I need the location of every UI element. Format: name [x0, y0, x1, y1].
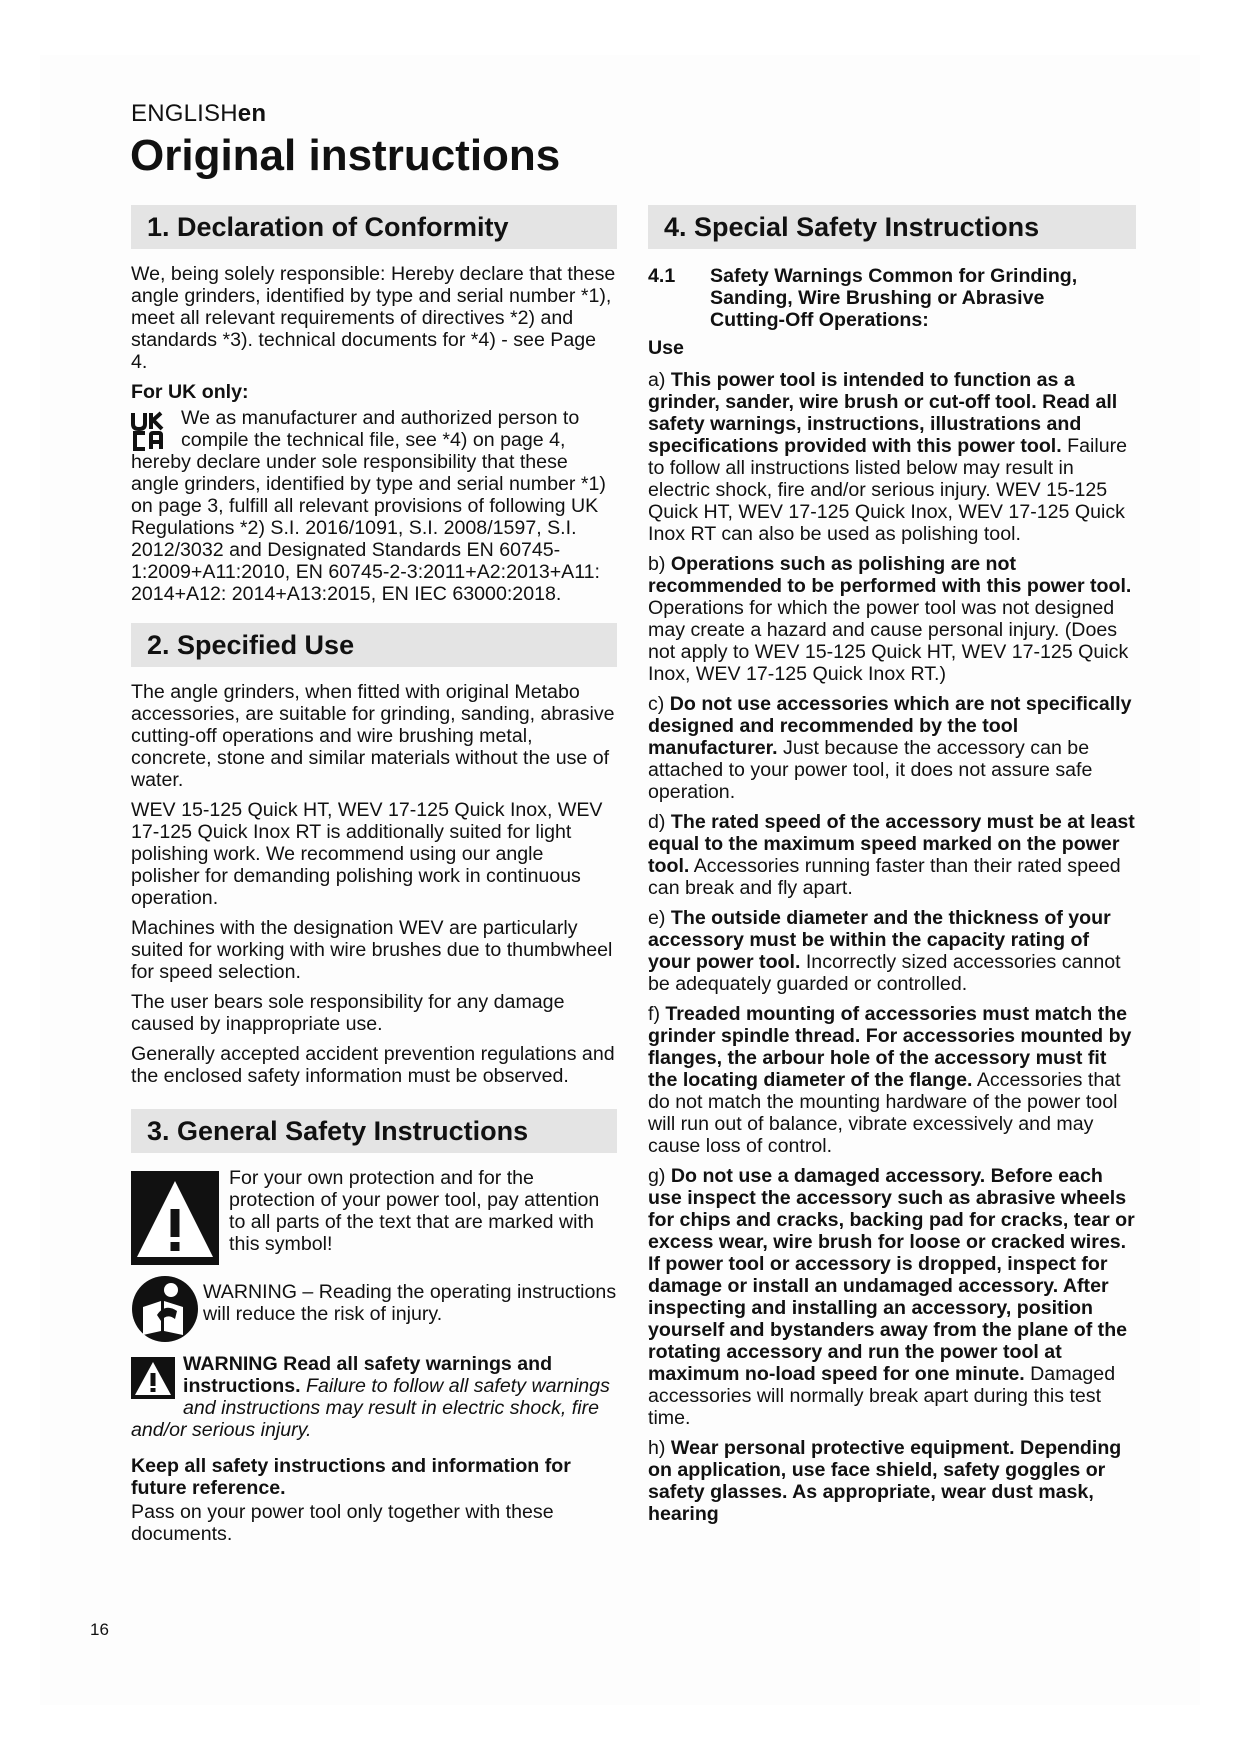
section-heading-specified-use: 2. Specified Use — [131, 623, 617, 667]
specified-use-text-3: Machines with the designation WEV are particularly suited for working with wire brushes due to thumbwheel for speed selection. — [131, 917, 613, 983]
specified-use-text-4: The user bears sole responsibility for any damage caused by inappropriate use. — [131, 991, 565, 1035]
uk-declaration: We as manufacturer and authorized person to compile the technical file, see *4) on page 4, hereby declare under sole responsibility that these angle grinders, identified by type and serial number *1) on page 3, fulfill all relevant provisions of following UK Regulations *2) S.I. 2016/1091, S.I. 2008/1597, S.I. 2012/3032 and Designated Standards EN 60745-1:2009+A11:2010, EN 60745-2-3:2011+A2:2013+A11: 2014+A12: 2014+A13:2015, EN IEC 63000:2018. — [131, 407, 606, 605]
section-heading-declaration: 1. Declaration of Conformity — [131, 205, 617, 249]
declaration-text: We, being solely responsible: Hereby declare that these angle grinders, identified by type and serial number *1), meet all relevant requirements of directives *2) and standards *3). technical documents for *4) - see Page 4. — [131, 263, 616, 373]
use-label: Use — [648, 337, 684, 359]
reading-note-text: WARNING – Reading the operating instructions will reduce the risk of injury. — [203, 1281, 617, 1325]
language-label: ENGLISHen — [131, 100, 267, 127]
warning-triangle-icon — [131, 1171, 219, 1265]
ukca-mark-icon — [131, 411, 173, 451]
safety-item-d: d) The rated speed of the accessory must be at least equal to the maximum speed marked on the power tool. Accessories running faster than their rated speed can break and fly apart. — [648, 811, 1135, 899]
pass-on-text: Pass on your power tool only together with these documents. — [131, 1501, 554, 1545]
symbol-note-text: For your own protection and for the protection of your power tool, pay attention to all parts of the text that are marked with this symbol! — [229, 1167, 600, 1255]
reading-note — [131, 1271, 617, 1345]
read-all-warning-text: WARNING Read all safety warnings and instructions. Failure to follow all safety warnings and instructions may result in electric shock, fire and/or serious injury. — [131, 1353, 610, 1441]
safety-item-b: b) Operations such as polishing are not recommended to be performed with this power tool. Operations for which the power tool was not designed may create a hazard and cause personal injury. (Does not apply to WEV 15-125 Quick HT, WEV 17-125 Quick Inox, WEV 17-125 Quick Inox RT.) — [648, 553, 1132, 685]
page-title: Original instructions — [130, 131, 561, 180]
read-all-warning — [131, 1353, 617, 1449]
safety-item-e: e) The outside diameter and the thickness of your accessory must be within the capacity rating of your power tool. Incorrectly sized accessories cannot be adequately guarded or controlled. — [648, 907, 1121, 995]
symbol-note — [131, 1167, 617, 1265]
specified-use-text-2: WEV 15-125 Quick HT, WEV 17-125 Quick Inox, WEV 17-125 Quick Inox RT is additionally suited for light polishing work. We recommend using our angle polisher for demanding polishing work in continuous operation. — [131, 799, 603, 909]
right-column — [648, 205, 1136, 1533]
subsection-heading-4-1: 4.1 Safety Warnings Common for Grinding, Sanding, Wire Brushing or Abrasive Cutting-Off Operations: — [648, 265, 1078, 331]
safety-item-a: a) This power tool is intended to function as a grinder, sander, wire brush or cut-off tool. Read all safety warnings, instructions, illustrations and specifications provided with this power tool. Failure to follow all instructions listed below may result in electric shock, fire and/or serious injury. WEV 15-125 Quick HT, WEV 17-125 Quick Inox, WEV 17-125 Quick Inox RT can also be used as polishing tool. — [648, 369, 1128, 545]
safety-item-c: c) Do not use accessories which are not specifically designed and recommended by the tool manufacturer. Just because the accessory can be attached to your power tool, it does not assure safe operation. — [648, 693, 1132, 803]
small-warning-icon — [131, 1357, 175, 1399]
safety-item-g: g) Do not use a damaged accessory. Before each use inspect the accessory such as abrasive wheels for chips and cracks, backing pad for cracks, tear or excess wear, wire brush for loose or cracked wires. If power tool or accessory is dropped, inspect for damage or install an undamaged accessory. After inspecting and installing an accessory, position yourself and bystanders away from the plane of the rotating accessory and run the power tool at maximum no-load speed for one minute. Damaged accessories will normally break apart during this test time. — [648, 1165, 1135, 1429]
left-column — [131, 205, 617, 1553]
keep-instructions-text: Keep all safety instructions and information for future reference. — [131, 1455, 571, 1499]
read-manual-icon — [131, 1273, 199, 1345]
safety-item-h: h) Wear personal protective equipment. Depending on application, use face shield, safety goggles or safety glasses. As appropriate, wear dust mask, hearing — [648, 1437, 1122, 1525]
specified-use-text-1: The angle grinders, when fitted with original Metabo accessories, are suitable for grinding, sanding, abrasive cutting-off operations and wire brushing metal, concrete, stone and similar materials without the use of water. — [131, 681, 615, 791]
specified-use-text-5: Generally accepted accident prevention regulations and the enclosed safety information must be observed. — [131, 1043, 615, 1087]
section-heading-general-safety: 3. General Safety Instructions — [131, 1109, 617, 1153]
page-number: 16 — [90, 1620, 109, 1639]
uk-only-label: For UK only: — [131, 381, 249, 403]
safety-item-f: f) Treaded mounting of accessories must match the grinder spindle thread. For accessories mounted by flanges, the arbour hole of the accessory must fit the locating diameter of the flange. Accessories that do not match the mounting hardware of the power tool will run out of balance, vibrate excessively and may cause loss of control. — [648, 1003, 1132, 1157]
section-heading-special-safety: 4. Special Safety Instructions — [648, 205, 1136, 249]
